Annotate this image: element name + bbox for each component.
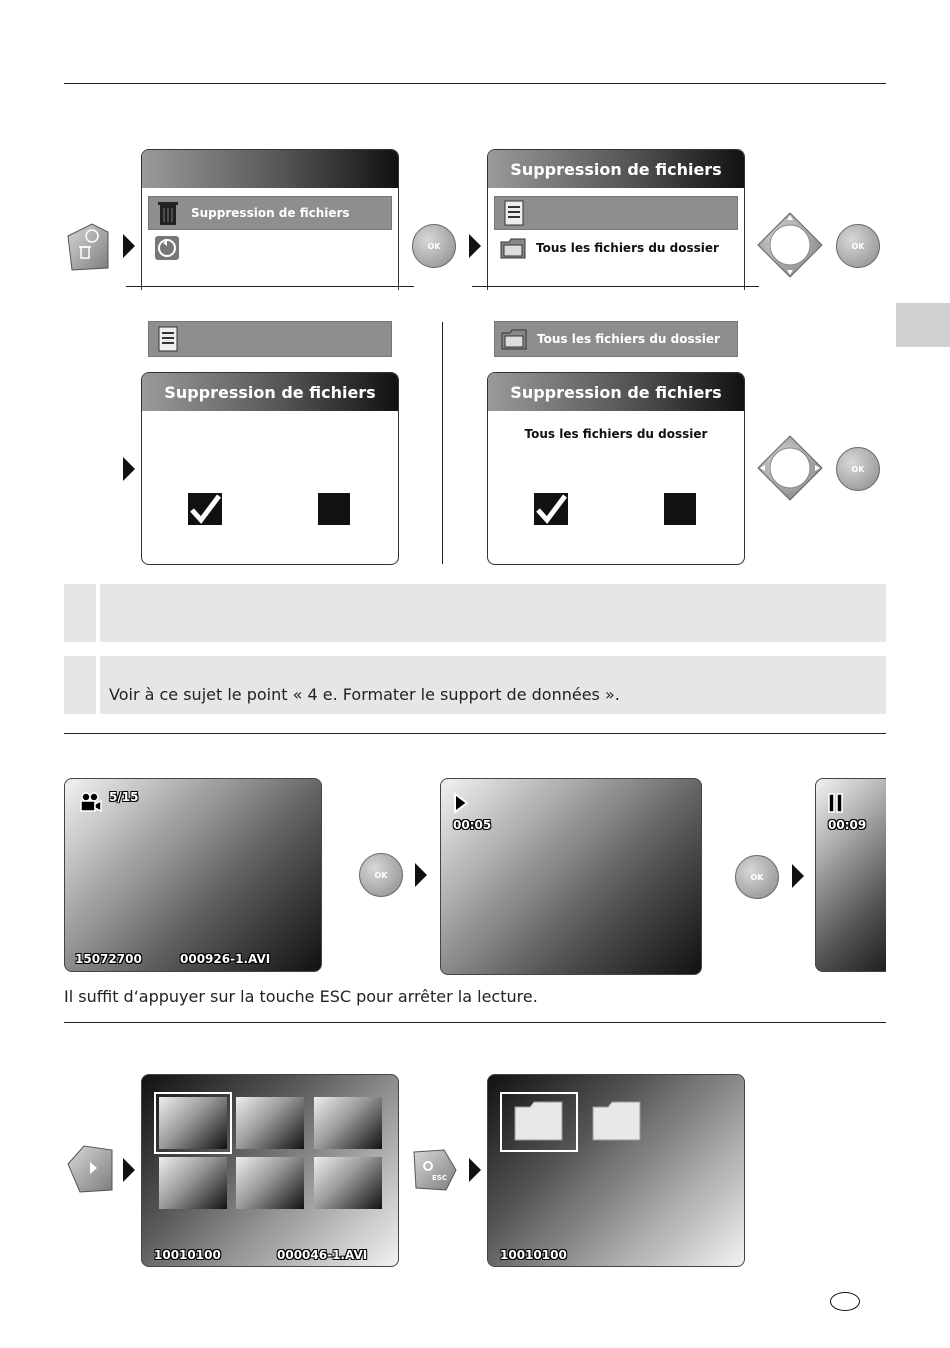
info-box-2 bbox=[64, 656, 886, 714]
confirm-yes-checkbox[interactable] bbox=[188, 493, 222, 525]
selected-all-files-bar bbox=[494, 321, 738, 357]
confirm-yes-checkbox[interactable] bbox=[534, 493, 568, 525]
dpad-up-down[interactable] bbox=[757, 212, 823, 278]
selected-single-file-bar bbox=[148, 321, 392, 357]
thumbnail[interactable] bbox=[236, 1157, 304, 1209]
confirm-all-screen bbox=[487, 372, 745, 565]
confirm-no-box[interactable] bbox=[318, 493, 350, 525]
playback-caption: Il suffit d‘appuyer sur la touche ESC pour arrêter la lecture. bbox=[64, 987, 538, 1006]
esc-settings-key[interactable] bbox=[412, 1148, 458, 1192]
play-key-icon bbox=[66, 1144, 116, 1194]
folder-files-icon bbox=[501, 326, 527, 352]
file-counter: 5/15 bbox=[109, 790, 139, 804]
format-icon bbox=[154, 235, 180, 261]
info-text: Voir à ce sujet le point « 4 e. Formater le support de données ». bbox=[109, 685, 620, 704]
document-icon bbox=[501, 200, 527, 226]
screen-cut-line bbox=[126, 286, 414, 287]
page-white-margin bbox=[886, 770, 950, 980]
top-rule bbox=[64, 83, 886, 84]
confirm-message: Tous les fichiers du dossier bbox=[524, 427, 708, 441]
ok-button[interactable]: OK bbox=[836, 447, 880, 491]
confirm-no-box[interactable] bbox=[664, 493, 696, 525]
paused-time: 00:09 bbox=[828, 818, 867, 832]
dpad-icon bbox=[757, 212, 823, 278]
menu-item-delete-files[interactable] bbox=[148, 196, 392, 230]
playback-time: 00:05 bbox=[453, 818, 492, 832]
video-playing-screen bbox=[440, 778, 702, 975]
menu-item-all-files[interactable] bbox=[494, 232, 736, 264]
checkmark-icon bbox=[188, 493, 222, 525]
document-icon bbox=[155, 326, 181, 352]
arrow-right-icon bbox=[469, 1158, 481, 1182]
play-icon bbox=[453, 792, 469, 818]
ok-button[interactable]: OK bbox=[735, 855, 779, 899]
ok-button[interactable]: OK bbox=[359, 853, 403, 897]
dpad-icon bbox=[757, 435, 823, 501]
arrow-right-icon bbox=[469, 234, 481, 258]
video-file-screen bbox=[64, 778, 322, 972]
screen-title: Suppression de fichiers bbox=[488, 150, 744, 188]
checkmark-icon bbox=[534, 493, 568, 525]
screen-header bbox=[142, 150, 398, 188]
delete-submenu-screen bbox=[487, 149, 745, 290]
thumbnail[interactable] bbox=[314, 1157, 382, 1209]
thumbnail[interactable] bbox=[314, 1097, 382, 1149]
menu-item-single-file[interactable] bbox=[494, 196, 738, 230]
section-rule bbox=[64, 733, 886, 734]
video-camera-icon bbox=[79, 791, 103, 817]
esc-label: ESC bbox=[432, 1174, 447, 1182]
file-name: 000926-1.AVI bbox=[180, 952, 271, 966]
thumbnail[interactable] bbox=[159, 1097, 227, 1149]
arrow-right-icon bbox=[123, 234, 135, 258]
confirm-single-screen bbox=[141, 372, 399, 565]
gallery-date: 10010100 bbox=[154, 1248, 221, 1262]
thumbnail-gallery-screen bbox=[141, 1074, 399, 1267]
arrow-right-icon bbox=[792, 864, 804, 888]
dpad-left-right[interactable] bbox=[757, 435, 823, 501]
arrow-right-icon bbox=[123, 457, 135, 481]
folder-icon[interactable] bbox=[592, 1101, 642, 1145]
esc-key-icon bbox=[412, 1148, 458, 1192]
screen-title: Suppression de fichiers bbox=[488, 373, 744, 411]
bar-label: Tous les fichiers du dossier bbox=[537, 332, 720, 346]
menu-item-format[interactable] bbox=[148, 232, 390, 264]
folder-date: 10010100 bbox=[500, 1248, 567, 1262]
thumbnail[interactable] bbox=[236, 1097, 304, 1149]
info-box-1 bbox=[64, 584, 886, 642]
folder-icon[interactable] bbox=[514, 1101, 564, 1145]
play-key-button[interactable] bbox=[66, 1144, 116, 1194]
ok-button[interactable]: OK bbox=[836, 224, 880, 268]
info-tab bbox=[64, 584, 100, 642]
pause-icon bbox=[828, 793, 844, 817]
info-tab bbox=[64, 656, 100, 714]
delete-key-button[interactable] bbox=[62, 222, 114, 272]
menu-item-label: Suppression de fichiers bbox=[191, 206, 350, 220]
vertical-divider bbox=[442, 322, 443, 564]
gallery-filename: 000046-1.AVI bbox=[277, 1248, 368, 1262]
chapter-side-tab bbox=[896, 303, 950, 347]
arrow-right-icon bbox=[123, 1158, 135, 1182]
screen-title: Suppression de fichiers bbox=[142, 373, 398, 411]
thumbnail[interactable] bbox=[159, 1157, 227, 1209]
menu-item-label: Tous les fichiers du dossier bbox=[536, 241, 719, 255]
trash-icon bbox=[155, 200, 181, 226]
delete-menu-screen bbox=[141, 149, 399, 290]
page-country-oval bbox=[830, 1292, 860, 1311]
ok-button[interactable]: OK bbox=[412, 224, 456, 268]
delete-key-icon bbox=[62, 222, 114, 272]
screen-cut-line bbox=[472, 286, 759, 287]
folder-files-icon bbox=[500, 235, 526, 261]
arrow-right-icon bbox=[415, 863, 427, 887]
section-rule bbox=[64, 1022, 886, 1023]
file-date: 15072700 bbox=[75, 952, 142, 966]
folder-view-screen bbox=[487, 1074, 745, 1267]
